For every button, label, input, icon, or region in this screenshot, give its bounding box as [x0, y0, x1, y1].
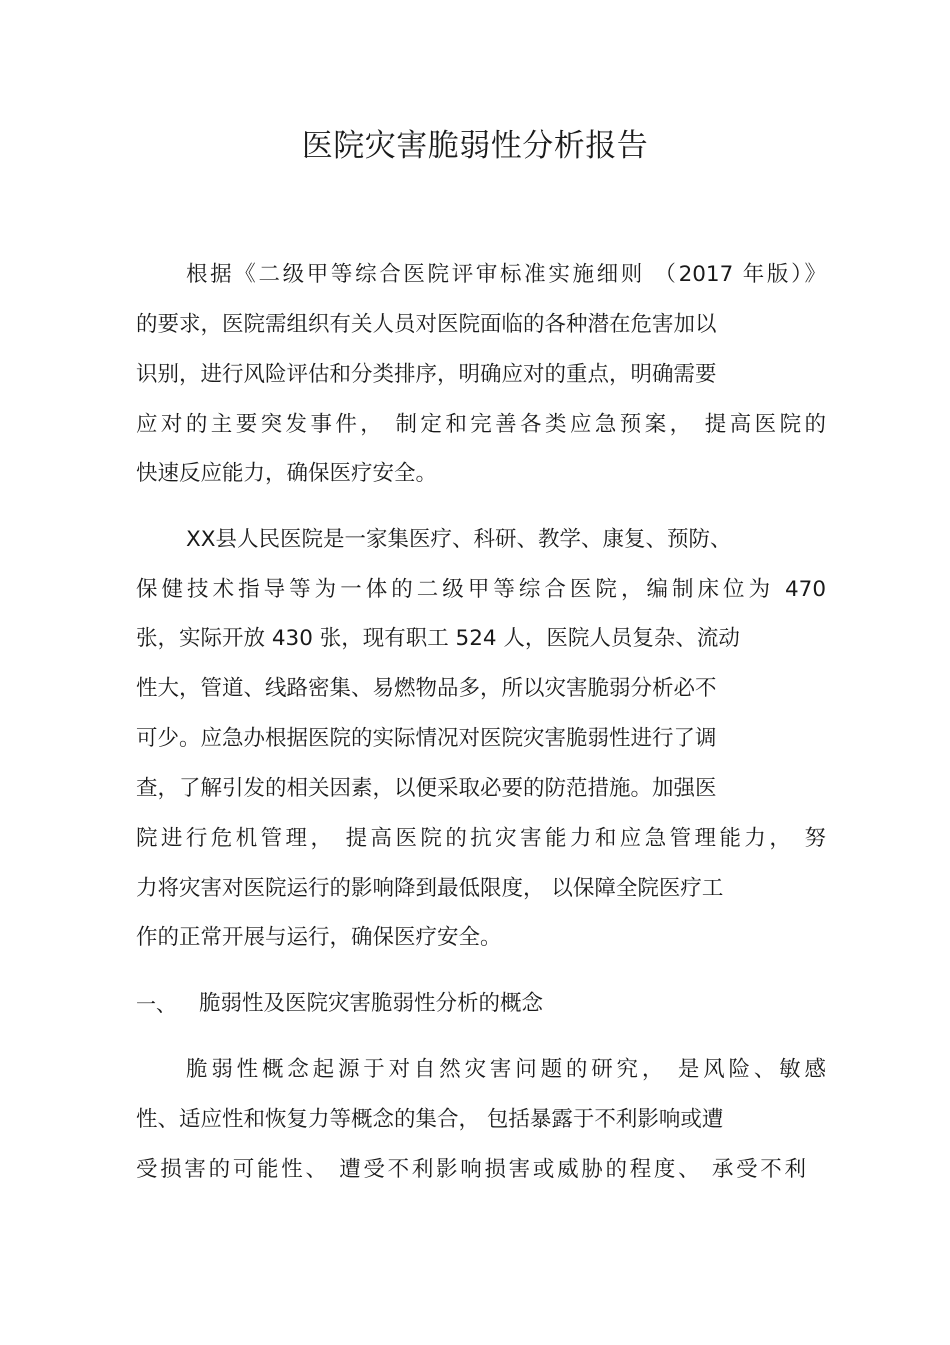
paragraph-3-line-1: 脆弱性概念起源于对自然灾害问题的研究， 是风险、敏感 — [186, 1057, 826, 1082]
paragraph-1-line-5: 快速反应能力，确保医疗安全。 — [136, 461, 438, 486]
paragraph-2-line-7: 院进行危机管理， 提高医院的抗灾害能力和应急管理能力， 努 — [136, 826, 826, 851]
paragraph-1-line-4: 应对的主要突发事件， 制定和完善各类应急预案， 提高医院的 — [136, 412, 826, 437]
paragraph-2-line-8: 力将灾害对医院运行的影响降到最低限度， 以保障全院医疗工 — [136, 876, 724, 901]
paragraph-2-line-5: 可少。应急办根据医院的实际情况对医院灾害脆弱性进行了调 — [136, 726, 717, 751]
paragraph-2-line-6: 查，了解引发的相关因素，以便采取必要的防范措施。加强医 — [136, 776, 717, 801]
paragraph-2-line-4: 性大，管道、线路密集、易燃物品多，所以灾害脆弱分析必不 — [136, 676, 717, 701]
paragraph-1-line-1: 根据《二级甲等综合医院评审标准实施细则 （2017 年版）》 — [186, 262, 826, 287]
paragraph-2-line-9: 作的正常开展与运行，确保医疗安全。 — [136, 925, 502, 950]
paragraph-1-line-2: 的要求，医院需组织有关人员对医院面临的各种潜在危害加以 — [136, 312, 717, 337]
paragraph-3-line-3: 受损害的可能性、 遭受不利影响损害或威胁的程度、 承受不利 — [136, 1157, 806, 1182]
section-heading: 脆弱性及医院灾害脆弱性分析的概念 — [199, 991, 544, 1016]
paragraph-2-line-2: 保健技术指导等为一体的二级甲等综合医院，编制床位为 470 — [136, 577, 826, 602]
section-number: 一、 — [136, 992, 176, 1016]
paragraph-3-line-2: 性、适应性和恢复力等概念的集合， 包括暴露于不利影响或遭 — [136, 1107, 724, 1132]
paragraph-2-line-3: 张，实际开放 430 张，现有职工 524 人，医院人员复杂、流动 — [136, 626, 740, 651]
paragraph-1-line-3: 识别，进行风险评估和分类排序，明确应对的重点，明确需要 — [136, 362, 717, 387]
document-title: 医院灾害脆弱性分析报告 — [301, 128, 649, 164]
paragraph-2-line-1: XX县人民医院是一家集医疗、科研、教学、康复、预防、 — [186, 527, 732, 552]
